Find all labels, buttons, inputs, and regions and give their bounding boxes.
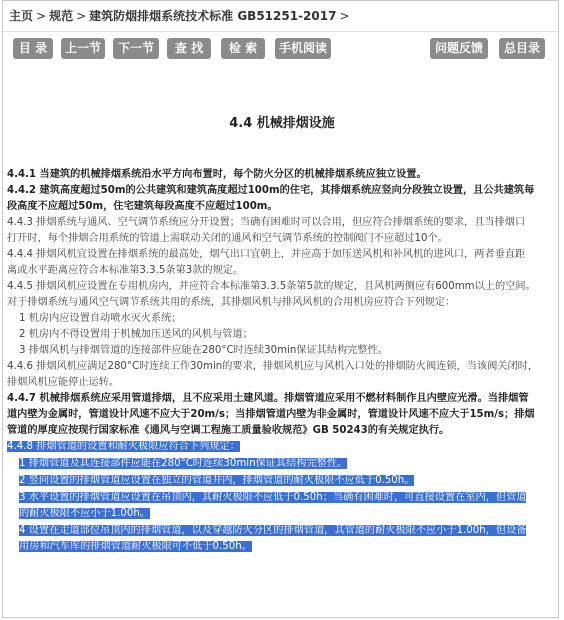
clause-4-4-4 (7, 247, 547, 279)
text-line: 3 排烟风机与排烟管道的连接部件应能在280°C时连续30min保证其结构完整性。 (19, 345, 388, 356)
selected-text[interactable]: 用房和汽车库的排烟管道耐火极限可不低于0.50h。 (19, 541, 252, 552)
text-line: 4.4.7 机械排烟系统应采用管道排烟，且不应采用土建风道。排烟管道应采用不燃材料制作且内壁应光滑。当排烟管 (7, 393, 529, 404)
document-body (7, 167, 547, 556)
prev-section-button[interactable]: 上一节 (61, 38, 105, 59)
text-line: 2 机房内不得设置用于机械加压送风的风机与管道； (19, 329, 253, 340)
text-line: 4.4.2 建筑高度超过50m的公共建筑和建筑高度超过100m的住宅，其排烟系统应竖向分段独立设置，且公共建筑每 (7, 185, 535, 196)
text-line: 离或水平距离应符合本标准第3.3.5条第3款的规定。 (7, 265, 244, 276)
clause-4-4-8-item-2[interactable] (7, 473, 547, 489)
clause-4-4-2 (7, 183, 547, 215)
breadcrumb-separator: > (76, 9, 87, 23)
clause-4-4-3 (7, 215, 547, 247)
toolbar (3, 32, 558, 66)
selected-text[interactable]: 4.4.8 排烟管道的设置和耐火极限应符合下列规定： (7, 441, 240, 452)
catalog-button[interactable]: 总目录 (499, 38, 545, 59)
clause-4-4-1 (7, 167, 547, 183)
text-line: 段高度不应超过50m，住宅建筑每段高度不应超过100m。 (7, 201, 278, 212)
clause-4-4-8-selected[interactable] (7, 439, 547, 455)
clause-4-4-8-item-1[interactable] (7, 456, 547, 472)
breadcrumb-separator: > (339, 9, 350, 23)
text-line: 管道的厚度应按现行国家标准《通风与空调工程施工质量验收规范》GB 50243的有关规定执行。 (7, 425, 450, 436)
clause-4-4-7 (7, 391, 547, 439)
clause-4-4-5-item-1 (7, 311, 547, 327)
text-line: 道内壁为金属时，管道设计风速不应大于20m/s；当排烟管道内壁为非金属时，管道设计风速不应大于15m/s；排烟 (7, 409, 535, 420)
mobile-read-button[interactable]: 手机阅读 (275, 38, 331, 59)
selected-text[interactable]: 2 竖向设置的排烟管道应设置在独立的管道井内，排烟管道的耐火极限不应低于0.50h。 (19, 475, 415, 486)
find-button[interactable]: 查 找 (167, 38, 211, 59)
text-line: 对于排烟系统与通风空气调节系统共用的系统，其排烟风机与排风风机的合用机房应符合下列规定： (7, 297, 456, 308)
text-line: 4.4.6 排烟风机应满足280°C时连续工作30min的要求，排烟风机应与风机入口处的排烟防火阀连锁，当该阀关闭时， (7, 361, 539, 372)
feedback-button[interactable]: 问题反馈 (430, 38, 488, 59)
text-line: 4.4.1 当建筑的机械排烟系统沿水平方向布置时，每个防火分区的机械排烟系统应独立设置。 (7, 169, 427, 180)
breadcrumb-current[interactable]: 建筑防烟排烟系统技术标准 GB51251-2017 (89, 9, 337, 23)
next-section-button[interactable]: 下一节 (113, 38, 159, 59)
selected-text[interactable]: 1 排烟管道及其连接部件应能在280°C时连续30min保证其结构完整性。 (19, 458, 348, 469)
clause-4-4-8-item-3[interactable] (7, 490, 547, 522)
search-button[interactable]: 检 索 (221, 38, 265, 59)
breadcrumb-section[interactable]: 规范 (49, 9, 74, 23)
clause-4-4-6 (7, 359, 547, 391)
breadcrumb-home[interactable]: 主页 (9, 9, 34, 23)
selected-text[interactable]: 3 水平设置的排烟管道应设置在吊顶内，其耐火极限不应低于0.50h；当确有困难时，可直接设置在室内，但管道 (19, 492, 527, 503)
clause-4-4-5 (7, 279, 547, 311)
text-line: 4.4.5 排烟风机应设置在专用机房内，并应符合本标准第3.3.5条第5款的规定，且风机两侧应有600mm以上的空间。 (7, 281, 536, 292)
toc-button[interactable]: 目 录 (13, 38, 53, 59)
breadcrumb-separator: > (36, 9, 47, 23)
selected-text[interactable]: 的耐火极限不应小于1.00h。 (19, 508, 151, 519)
section-title: 4.4 机械排烟设施 (229, 116, 335, 131)
text-line: 打开时，每个排烟合用系统的管道上需联动关闭的通风和空气调节系统的控制阀门不应超过10个。 (7, 233, 448, 244)
selected-text[interactable]: 4 设置在走道部位吊顶内的排烟管道，以及穿越防火分区的排烟管道，其管道的耐火极限不应小于1.00h，但设备 (19, 525, 527, 536)
clause-4-4-5-item-2 (7, 327, 547, 343)
clause-4-4-5-item-3 (7, 343, 547, 359)
text-line: 排烟风机应能停止运转。 (7, 377, 120, 388)
breadcrumb (3, 1, 558, 32)
text-line: 4.4.4 排烟风机宜设置在排烟系统的最高处，烟气出口宜朝上，并应高于加压送风机和补风机的进风口，两者垂直距 (7, 249, 526, 260)
text-line: 4.4.3 排烟系统与通风、空气调节系统应分开设置；当确有困难时可以合用，但应符合排烟系统的要求，且当排烟口 (7, 217, 526, 228)
clause-4-4-8-item-4[interactable] (7, 523, 547, 555)
text-line: 1 机房内应设置自动喷水灭火系统； (19, 313, 182, 324)
